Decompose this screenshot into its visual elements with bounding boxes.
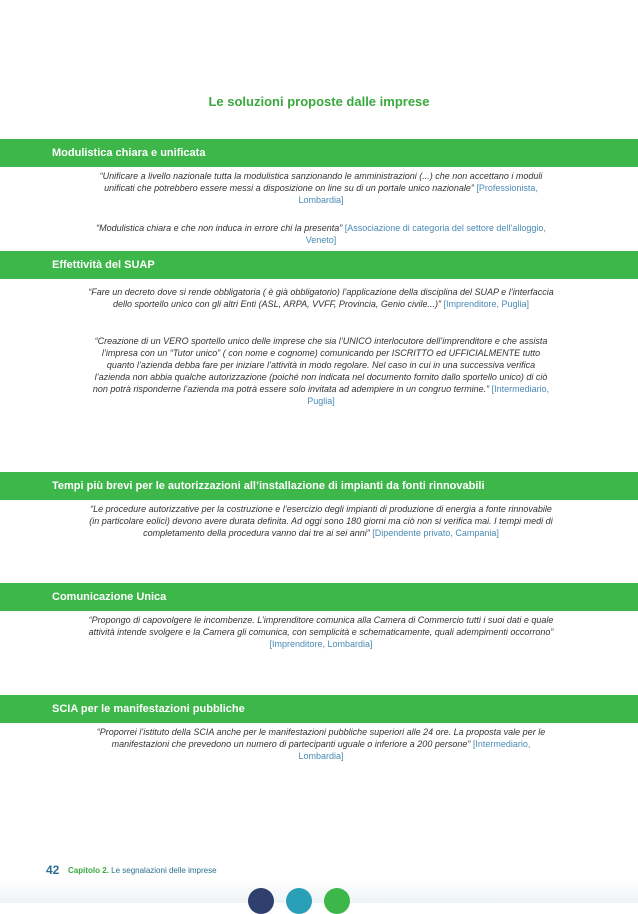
quote-block: [88, 222, 554, 246]
quote-source: [Intermediario, Puglia]: [307, 384, 550, 406]
section-header-comunicazione-unica: Comunicazione Unica: [0, 583, 638, 611]
page-number: 42: [46, 863, 60, 877]
quote-text: “Le procedure autorizzative per la costruzione e l’esercizio degli impianti di produzione di energia a fonte rinnovabile (in particolare eolici) devono avere durata definita. Ad oggi sono 180 giorni ma ciò non si verifica mai. I tempi medi di completamento della procedura vanno dai tre ai sei anni”: [89, 504, 553, 538]
quote-source: [Dipendente privato, Campania]: [372, 528, 499, 538]
section-header-modulistica: Modulistica chiara e unificata: [0, 139, 638, 167]
quote-block: [88, 503, 554, 539]
quote-text: “Propongo di capovolgere le incombenze. L’imprenditore comunica alla Camera di Commercio tutti i suoi dati e quale attività intende svolgere e la Camera gli comunica, con semplicità e schematicamente, quali adempimenti occorrono”: [88, 615, 554, 637]
quote-text: “Modulistica chiara e che non induca in errore chi la presenta”: [96, 223, 343, 233]
footer-background: [0, 880, 638, 903]
quote-text: “Fare un decreto dove si rende obbligatoria ( è già obbligatorio) l’applicazione della disciplina del SUAP e l’interfaccia dello sportello unico con gli altri Enti (ASL, ARPA, VVFF, Provincia, Genio civile...)”: [88, 287, 554, 309]
page-title: Le soluzioni proposte dalle imprese: [208, 94, 430, 109]
decorative-circle: [248, 888, 274, 914]
quote-source: [Imprenditore, Puglia]: [443, 299, 530, 309]
quote-text: “Creazione di un VERO sportello unico delle imprese che sia l’UNICO interlocutore dell’imprenditore e che assista l’impresa con un “Tutor unico” ( con nome e cognome) comunicando per ISCRITTO ed UFFICIALMENTE tutto quanto l’azienda debba fare per iniziare l’attività in modo regolare. Nel caso in cui in una successiva verifica l’azienda non abbia qualche autorizzazione (poiché non indicata nel documento fornito dallo sportello unico) di ciò non potrà risponderne l’azienda ma potrà essere solo invitata ad adempiere in un congruo termine.”: [92, 336, 548, 394]
quote-text: “Unificare a livello nazionale tutta la modulistica sanzionando le amministrazioni (...) che non accettano i moduli unificati che potrebbero essere messi a disposizione on line su di un portale unico nazionale”: [99, 171, 543, 193]
quote-block: [88, 286, 554, 310]
quote-block: [88, 335, 554, 407]
decorative-circle: [324, 888, 350, 914]
chapter-label: Capitolo 2.: [68, 866, 109, 875]
quote-source: [Associazione di categoria del settore dell’alloggio, Veneto]: [305, 223, 546, 245]
quote-source: [Professionista, Lombardia]: [298, 183, 538, 205]
quote-block: [88, 170, 554, 206]
decorative-circle: [286, 888, 312, 914]
footer-chapter: [68, 866, 217, 875]
section-header-scia: SCIA per le manifestazioni pubbliche: [0, 695, 638, 723]
quote-source: [Imprenditore, Lombardia]: [269, 639, 373, 649]
quote-source: [Intermediario, Lombardia]: [298, 739, 531, 761]
quote-block: [88, 614, 554, 650]
section-header-suap: Effettività del SUAP: [0, 251, 638, 279]
section-header-rinnovabili: Tempi più brevi per le autorizzazioni all’installazione di impianti da fonti rinnovabili: [0, 472, 638, 500]
quote-block: [88, 726, 554, 762]
quote-text: “Proporrei l’istituto della SCIA anche per le manifestazioni pubbliche superiori alle 24 ore. La proposta vale per le manifestazioni che prevedono un numero di partecipanti uguale o inferiore a 200 persone”: [96, 727, 546, 749]
chapter-title: Le segnalazioni delle imprese: [111, 866, 217, 875]
